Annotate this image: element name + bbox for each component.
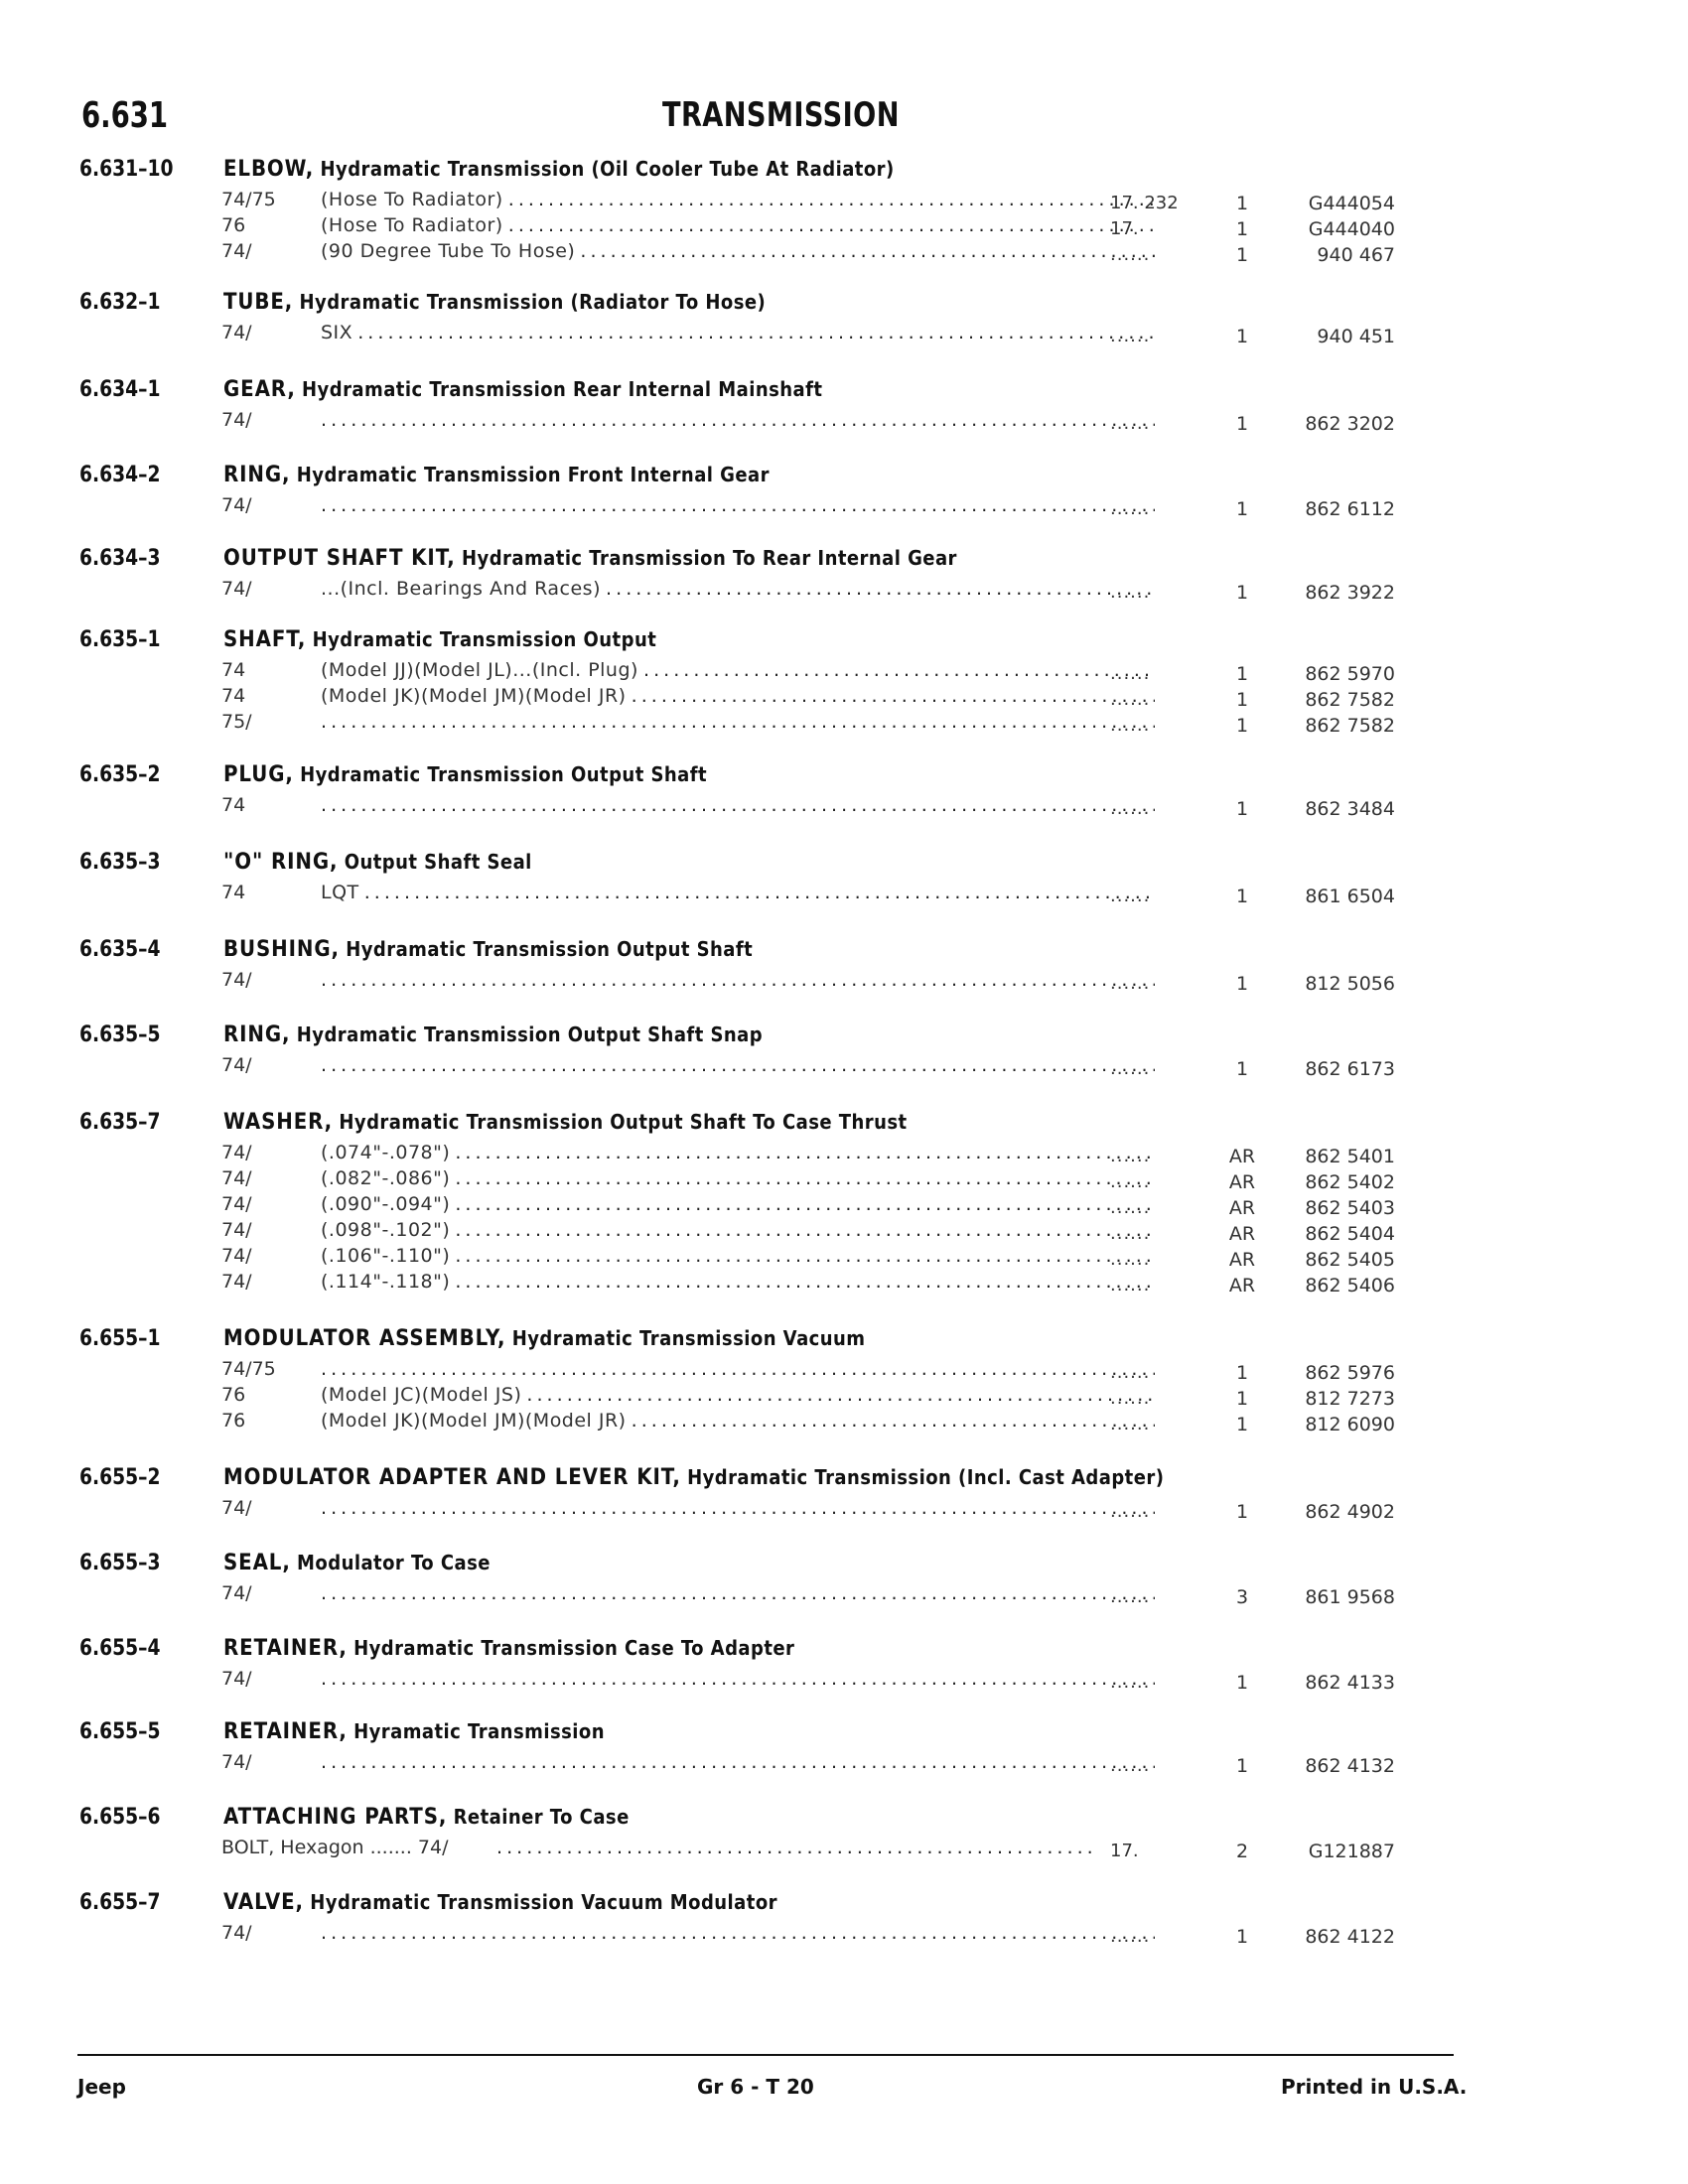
part-number: G444040 <box>1308 218 1395 240</box>
model-year: 74/ <box>221 1497 252 1519</box>
part-note: (Hose To Radiator) . . . <box>321 189 1155 210</box>
quantity: 1 <box>1235 1362 1249 1384</box>
part-number: 862 4122 <box>1305 1926 1395 1948</box>
part-description: Hydramatic Transmission Output Shaft <box>346 937 754 961</box>
model-year: 74/75 <box>221 189 276 210</box>
model-year: 74/ <box>221 1219 252 1241</box>
part-section <box>79 1023 1400 1078</box>
model-year: 74/ <box>221 1167 252 1189</box>
quantity: AR <box>1228 1146 1256 1167</box>
part-name: ELBOW, <box>223 157 315 182</box>
part-number: 862 4133 <box>1305 1672 1395 1694</box>
model-year: 74 <box>221 794 246 816</box>
part-row <box>79 407 1400 433</box>
part-row <box>79 683 1400 709</box>
part-title <box>223 1326 866 1351</box>
part-heading <box>79 1719 1400 1749</box>
part-note: (Model JK)(Model JM)(Model JR) . . . <box>321 685 1155 707</box>
part-row <box>79 1191 1400 1217</box>
part-note <box>321 794 1155 816</box>
part-name: MODULATOR ASSEMBLY, <box>223 1326 506 1351</box>
part-row <box>79 880 1400 905</box>
part-note <box>321 1751 1155 1773</box>
part-title <box>223 627 656 652</box>
quantity: 1 <box>1235 1058 1249 1080</box>
group-number: ...... <box>1110 582 1151 603</box>
model-year: 74/ <box>221 578 252 600</box>
part-number: 862 7582 <box>1305 715 1395 737</box>
part-note <box>321 1497 1155 1519</box>
part-number: 862 4132 <box>1305 1755 1395 1777</box>
quantity: 1 <box>1235 1501 1249 1523</box>
group-number: ...... <box>1110 498 1151 519</box>
part-name: RETAINER, <box>223 1636 348 1661</box>
part-number: G121887 <box>1308 1841 1395 1862</box>
quantity: 2 <box>1235 1841 1249 1862</box>
part-number: 862 5976 <box>1305 1362 1395 1384</box>
part-index-number: 6.655–6 <box>79 1805 161 1830</box>
part-row <box>79 1140 1400 1165</box>
part-section <box>79 1551 1400 1606</box>
part-note <box>496 1837 1092 1858</box>
part-note: (.114"-.118") . . . <box>321 1271 1155 1293</box>
part-number: 862 7582 <box>1305 689 1395 711</box>
part-name: TUBE, <box>223 290 294 315</box>
part-description: Hydramatic Transmission (Radiator To Hose) <box>299 290 767 314</box>
model-year: 74/ <box>221 322 252 343</box>
quantity: AR <box>1228 1197 1256 1219</box>
group-number: ...... <box>1110 1586 1151 1607</box>
part-note <box>321 711 1155 733</box>
part-note: (.082"-.086") . . . <box>321 1167 1155 1189</box>
group-number: ...... <box>1110 886 1151 906</box>
part-title <box>223 1719 605 1744</box>
group-number: ...... <box>1110 1414 1151 1434</box>
part-number: 862 5404 <box>1305 1223 1395 1245</box>
part-note <box>321 969 1155 991</box>
part-name: RETAINER, <box>223 1719 348 1744</box>
group-number: ...... <box>1110 689 1151 710</box>
quantity: 1 <box>1235 218 1249 240</box>
part-section <box>79 157 1400 264</box>
quantity: AR <box>1228 1223 1256 1245</box>
part-heading <box>79 850 1400 880</box>
part-number: 862 4902 <box>1305 1501 1395 1523</box>
part-number: 862 5402 <box>1305 1171 1395 1193</box>
group-number: ...... <box>1110 973 1151 994</box>
part-row <box>79 1052 1400 1078</box>
part-index-number: 6.634–3 <box>79 546 161 571</box>
model-year: 74/ <box>221 1271 252 1293</box>
part-title <box>223 762 707 787</box>
parts-list <box>79 157 1400 1946</box>
part-heading <box>79 1110 1400 1140</box>
quantity: AR <box>1228 1249 1256 1271</box>
part-section <box>79 1805 1400 1860</box>
part-row <box>79 1217 1400 1243</box>
part-section <box>79 1890 1400 1946</box>
part-row <box>79 238 1400 264</box>
part-index-number: 6.635–3 <box>79 850 161 875</box>
part-description: Modulator To Case <box>297 1551 491 1574</box>
group-number: ...... <box>1110 1362 1151 1383</box>
part-description: Hydramatic Transmission Output Shaft Snap <box>296 1023 764 1046</box>
part-name: VALVE, <box>223 1890 304 1915</box>
part-number: G444054 <box>1308 193 1395 214</box>
group-number: ...... <box>1110 244 1151 265</box>
part-section <box>79 937 1400 993</box>
part-index-number: 6.632–1 <box>79 290 161 315</box>
quantity: 1 <box>1235 1672 1249 1694</box>
model-year: 74 <box>221 685 246 707</box>
model-year: 76 <box>221 214 246 236</box>
part-number: 862 3484 <box>1305 798 1395 820</box>
part-heading <box>79 1023 1400 1052</box>
part-note <box>321 1358 1155 1380</box>
model-year: 76 <box>221 1384 246 1406</box>
part-heading <box>79 1805 1400 1835</box>
group-number: ...... <box>1110 663 1151 684</box>
part-number: 862 5401 <box>1305 1146 1395 1167</box>
part-name: GEAR, <box>223 377 296 402</box>
part-row <box>79 709 1400 735</box>
part-description: Hydramatic Transmission Output <box>312 627 657 651</box>
quantity: 1 <box>1235 1388 1249 1410</box>
part-row <box>79 576 1400 602</box>
group-number: ...... <box>1110 1197 1151 1218</box>
part-number: 862 6173 <box>1305 1058 1395 1080</box>
part-row <box>79 1356 1400 1382</box>
part-index-number: 6.635–4 <box>79 937 161 962</box>
part-heading <box>79 1636 1400 1666</box>
page-header <box>81 95 1293 145</box>
part-name: "O" RING, <box>223 850 339 875</box>
part-note: (Model JC)(Model JS) . . . <box>321 1384 1155 1406</box>
part-note <box>321 1054 1155 1076</box>
part-description: Hyramatic Transmission <box>353 1719 605 1743</box>
part-name: WASHER, <box>223 1110 334 1135</box>
part-index-number: 6.631–10 <box>79 157 174 182</box>
quantity: AR <box>1228 1275 1256 1297</box>
quantity: 1 <box>1235 663 1249 685</box>
part-name: PLUG, <box>223 762 294 787</box>
part-number: 812 5056 <box>1305 973 1395 995</box>
part-heading <box>79 463 1400 492</box>
part-number: 862 3202 <box>1305 413 1395 435</box>
group-number: ...... <box>1110 1672 1151 1693</box>
part-title <box>223 1636 794 1661</box>
quantity: 1 <box>1235 715 1249 737</box>
part-section <box>79 546 1400 602</box>
part-row <box>79 657 1400 683</box>
part-title <box>223 1465 1164 1490</box>
part-name: SHAFT, <box>223 627 307 652</box>
quantity: 1 <box>1235 973 1249 995</box>
part-index-number: 6.635–7 <box>79 1110 161 1135</box>
part-description: Hydramatic Transmission To Rear Internal Gear <box>462 546 957 570</box>
part-row <box>79 1165 1400 1191</box>
part-description: Hydramatic Transmission Vacuum <box>511 1326 866 1350</box>
model-year: 74/ <box>221 969 252 991</box>
part-number: 862 5405 <box>1305 1249 1395 1271</box>
part-section <box>79 762 1400 818</box>
part-index-number: 6.655–4 <box>79 1636 161 1661</box>
part-row <box>79 1749 1400 1775</box>
part-note: (.106"-.110") . . . <box>321 1245 1155 1267</box>
page-title: TRANSMISSION <box>662 95 900 135</box>
part-row <box>79 967 1400 993</box>
part-name: RING, <box>223 463 291 487</box>
part-note <box>321 1922 1155 1944</box>
part-index-number: 6.655–5 <box>79 1719 161 1744</box>
part-note: LQT . . . <box>321 882 1155 903</box>
model-year: 75/ <box>221 711 252 733</box>
part-note: (.098"-.102") . . . <box>321 1219 1155 1241</box>
part-index-number: 6.655–2 <box>79 1465 161 1490</box>
group-number: ...... <box>1110 1171 1151 1192</box>
quantity: AR <box>1228 1171 1256 1193</box>
part-note <box>321 409 1155 431</box>
model-year: 74/ <box>221 240 252 262</box>
part-heading <box>79 1551 1400 1580</box>
part-heading <box>79 157 1400 187</box>
quantity: 1 <box>1235 413 1249 435</box>
model-year: 74/ <box>221 1245 252 1267</box>
group-number: ...... <box>1110 1501 1151 1522</box>
part-index-number: 6.655–1 <box>79 1326 161 1351</box>
part-row <box>79 320 1400 345</box>
quantity: 1 <box>1235 1414 1249 1435</box>
part-title <box>223 1110 908 1135</box>
part-title <box>223 377 822 402</box>
part-description: Hydramatic Transmission Rear Internal Mainshaft <box>302 377 823 401</box>
footer-divider <box>77 2054 1454 2056</box>
quantity: 1 <box>1235 798 1249 820</box>
model-year: BOLT, Hexagon ....... 74/ <box>221 1837 449 1858</box>
part-row <box>79 1382 1400 1408</box>
quantity: 3 <box>1235 1586 1249 1608</box>
part-section <box>79 290 1400 345</box>
part-title <box>223 937 753 962</box>
part-row <box>79 187 1400 212</box>
part-number: 862 6112 <box>1305 498 1395 520</box>
footer-printed: Printed in U.S.A. <box>1281 2075 1468 2099</box>
part-section <box>79 1636 1400 1692</box>
group-number: ...... <box>1110 413 1151 434</box>
part-index-number: 6.634–1 <box>79 377 161 402</box>
part-note <box>321 1582 1155 1604</box>
part-number: 862 5406 <box>1305 1275 1395 1297</box>
footer-brand: Jeep <box>77 2075 126 2099</box>
part-row <box>79 1408 1400 1433</box>
group-number: ...... <box>1110 715 1151 736</box>
model-year: 74/ <box>221 1751 252 1773</box>
quantity: 1 <box>1235 498 1249 520</box>
part-heading <box>79 1326 1400 1356</box>
model-year: 74/ <box>221 1582 252 1604</box>
part-description: Hydramatic Transmission (Oil Cooler Tube At Radiator) <box>320 157 895 181</box>
part-description: Hydramatic Transmission Front Internal Gear <box>296 463 770 486</box>
part-description: Retainer To Case <box>453 1805 630 1829</box>
footer-page-number: Gr 6 - T 20 <box>697 2075 814 2099</box>
part-row <box>79 1243 1400 1269</box>
part-title <box>223 850 532 875</box>
model-year: 74/ <box>221 409 252 431</box>
part-row <box>79 1269 1400 1295</box>
part-section <box>79 1110 1400 1295</box>
part-section <box>79 377 1400 433</box>
part-section <box>79 1719 1400 1775</box>
model-year: 74/ <box>221 1668 252 1690</box>
part-number: 940 467 <box>1317 244 1395 266</box>
part-title <box>223 1805 630 1830</box>
part-title <box>223 463 770 487</box>
group-number: ...... <box>1110 326 1151 346</box>
group-number: 17. 232 <box>1110 193 1179 213</box>
part-section <box>79 850 1400 905</box>
model-year: 74 <box>221 882 246 903</box>
part-number: 862 5970 <box>1305 663 1395 685</box>
model-year: 74/ <box>221 1142 252 1163</box>
part-index-number: 6.635–2 <box>79 762 161 787</box>
group-number: ...... <box>1110 1058 1151 1079</box>
model-year: 74 <box>221 659 246 681</box>
part-heading <box>79 762 1400 792</box>
group-number: ...... <box>1110 1249 1151 1270</box>
part-heading <box>79 1890 1400 1920</box>
part-note: (Model JK)(Model JM)(Model JR) . . . <box>321 1410 1155 1432</box>
part-note: (Model JJ)(Model JL)...(Incl. Plug) . . . <box>321 659 1155 681</box>
part-row <box>79 1835 1400 1860</box>
part-row <box>79 1495 1400 1521</box>
part-heading <box>79 627 1400 657</box>
part-heading <box>79 1465 1400 1495</box>
part-note: (90 Degree Tube To Hose) . . . <box>321 240 1155 262</box>
part-number: 861 9568 <box>1305 1586 1395 1608</box>
part-title <box>223 157 895 182</box>
part-section <box>79 463 1400 518</box>
part-number: 861 6504 <box>1305 886 1395 907</box>
model-year: 74/ <box>221 1193 252 1215</box>
part-note <box>321 494 1155 516</box>
group-number: ...... <box>1110 1223 1151 1244</box>
model-year: 74/ <box>221 494 252 516</box>
group-number: ...... <box>1110 1755 1151 1776</box>
part-heading <box>79 546 1400 576</box>
part-description: Hydramatic Transmission (Incl. Cast Adapter) <box>687 1465 1165 1489</box>
part-number: 812 6090 <box>1305 1414 1395 1435</box>
part-heading <box>79 937 1400 967</box>
part-row <box>79 212 1400 238</box>
group-number: ...... <box>1110 1275 1151 1296</box>
part-heading <box>79 377 1400 407</box>
model-year: 74/ <box>221 1054 252 1076</box>
model-year: 74/75 <box>221 1358 276 1380</box>
part-description: Output Shaft Seal <box>344 850 532 874</box>
part-title <box>223 1023 763 1047</box>
part-index-number: 6.635–5 <box>79 1023 161 1047</box>
quantity: 1 <box>1235 582 1249 604</box>
part-name: OUTPUT SHAFT KIT, <box>223 546 456 571</box>
part-name: RING, <box>223 1023 291 1047</box>
part-row <box>79 1580 1400 1606</box>
page-section-code: 6.631 <box>81 95 169 136</box>
group-number: 17. <box>1110 1841 1139 1861</box>
part-name: MODULATOR ADAPTER AND LEVER KIT, <box>223 1465 681 1490</box>
part-note: SIX . . . <box>321 322 1155 343</box>
part-note: ...(Incl. Bearings And Races) . . . <box>321 578 1155 600</box>
part-title <box>223 546 957 571</box>
part-description: Hydramatic Transmission Output Shaft To Case Thrust <box>339 1110 908 1134</box>
quantity: 1 <box>1235 244 1249 266</box>
part-row <box>79 1920 1400 1946</box>
part-index-number: 6.634–2 <box>79 463 161 487</box>
group-number: ...... <box>1110 1388 1151 1409</box>
part-number: 812 7273 <box>1305 1388 1395 1410</box>
part-description: Hydramatic Transmission Output Shaft <box>300 762 708 786</box>
part-row <box>79 792 1400 818</box>
quantity: 1 <box>1235 1755 1249 1777</box>
model-year: 76 <box>221 1410 246 1432</box>
part-note: (Hose To Radiator) . . . <box>321 214 1155 236</box>
part-title <box>223 1890 777 1915</box>
group-number: ...... <box>1110 798 1151 819</box>
part-number: 940 451 <box>1317 326 1395 347</box>
part-title <box>223 290 766 315</box>
part-index-number: 6.655–3 <box>79 1551 161 1575</box>
quantity: 1 <box>1235 326 1249 347</box>
part-name: SEAL, <box>223 1551 291 1575</box>
group-number: 17. <box>1110 218 1139 239</box>
part-note <box>321 1668 1155 1690</box>
quantity: 1 <box>1235 1926 1249 1948</box>
part-number: 862 3922 <box>1305 582 1395 604</box>
part-index-number: 6.635–1 <box>79 627 161 652</box>
part-section <box>79 627 1400 735</box>
quantity: 1 <box>1235 886 1249 907</box>
part-description: Hydramatic Transmission Case To Adapter <box>353 1636 795 1660</box>
part-row <box>79 1666 1400 1692</box>
part-heading <box>79 290 1400 320</box>
part-note: (.090"-.094") . . . <box>321 1193 1155 1215</box>
group-number: ...... <box>1110 1926 1151 1947</box>
part-number: 862 5403 <box>1305 1197 1395 1219</box>
part-name: BUSHING, <box>223 937 340 962</box>
part-title <box>223 1551 491 1575</box>
part-description: Hydramatic Transmission Vacuum Modulator <box>310 1890 777 1914</box>
part-row <box>79 492 1400 518</box>
part-section <box>79 1326 1400 1433</box>
part-note: (.074"-.078") . . . <box>321 1142 1155 1163</box>
part-index-number: 6.655–7 <box>79 1890 161 1915</box>
part-section <box>79 1465 1400 1521</box>
group-number: ...... <box>1110 1146 1151 1166</box>
part-name: ATTACHING PARTS, <box>223 1805 448 1830</box>
quantity: 1 <box>1235 193 1249 214</box>
model-year: 74/ <box>221 1922 252 1944</box>
quantity: 1 <box>1235 689 1249 711</box>
